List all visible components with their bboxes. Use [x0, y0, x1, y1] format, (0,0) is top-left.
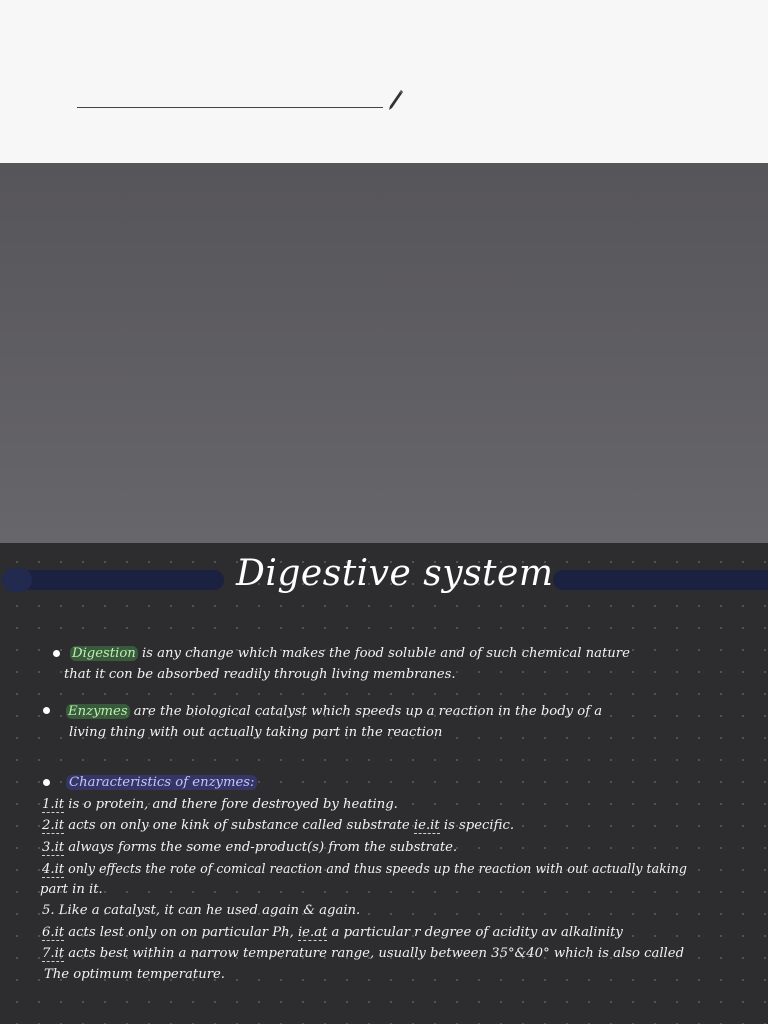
- item-2-prefix: 2.it: [42, 818, 65, 833]
- item-1-prefix: 1.it: [42, 797, 65, 812]
- item-1: [42, 794, 398, 815]
- item-3-prefix: 3.it: [42, 840, 65, 855]
- title-deco-left-knob: [2, 568, 32, 592]
- bullet-1: [53, 650, 60, 657]
- item-4-line-2: part in it.: [40, 882, 103, 897]
- bullet-2: [43, 707, 50, 714]
- item-2-text: acts on only one kink of substance called substrate: [64, 818, 414, 833]
- term-digestion: Digestion: [72, 646, 136, 661]
- paragraph-1-line-2: that it con be absorbed readily through living membranes.: [64, 667, 456, 682]
- paragraph-2-line-1: [66, 701, 602, 722]
- paragraph-1-line-1: [70, 643, 630, 664]
- item-2-ie: ie.it: [413, 818, 440, 833]
- item-6-ie: ie.at: [297, 925, 328, 940]
- item-7-text: acts best within a narrow temperature range, usually between 35°&40° which is also called: [64, 946, 685, 961]
- item-3-text: always forms the some end-product(s) from the substrate.: [64, 840, 458, 855]
- signature-line: [77, 107, 383, 108]
- item-4: [42, 858, 687, 880]
- item-2: [42, 815, 514, 836]
- characteristics-heading-text: Characteristics of enzymes:: [66, 775, 257, 790]
- top-page-area: [0, 0, 768, 163]
- item-6-prefix: 6.it: [42, 925, 65, 940]
- item-7-line-2: The optimum temperature.: [44, 967, 225, 982]
- item-1-text: is o protein, and there fore destroyed by heating.: [64, 797, 398, 812]
- item-7-prefix: 7.it: [42, 946, 65, 961]
- gray-band: [0, 163, 768, 543]
- item-3: [42, 837, 457, 858]
- term-enzymes: Enzymes: [68, 704, 128, 719]
- item-6: [42, 922, 623, 943]
- slide-title: Digestive system: [236, 553, 554, 594]
- item-6-tail: a particular r degree of acidity av alkalinity: [327, 925, 623, 940]
- title-deco-right: [553, 570, 768, 590]
- paragraph-2-text: are the biological catalyst which speeds up a reaction in the body of a: [129, 704, 603, 719]
- bullet-3: [43, 779, 50, 786]
- pen-icon: [387, 88, 405, 112]
- characteristics-heading: [66, 772, 257, 793]
- title-deco-left: [2, 570, 224, 590]
- item-7: [42, 943, 684, 964]
- paragraph-1-text: is any change which makes the food soluble and of such chemical nature: [137, 646, 630, 661]
- paragraph-2-line-2: living thing with out actually taking part in the reaction: [69, 725, 443, 740]
- item-4-text: only effects the rote of comical reaction and thus speeds up the reaction with out actually taking: [64, 861, 687, 876]
- item-4-prefix: 4.it: [42, 862, 65, 877]
- item-2-tail: is specific.: [439, 818, 515, 833]
- item-6-text: acts lest only on on particular Ph,: [64, 925, 298, 940]
- item-5: 5. Like a catalyst, it can he used again & again.: [42, 903, 361, 918]
